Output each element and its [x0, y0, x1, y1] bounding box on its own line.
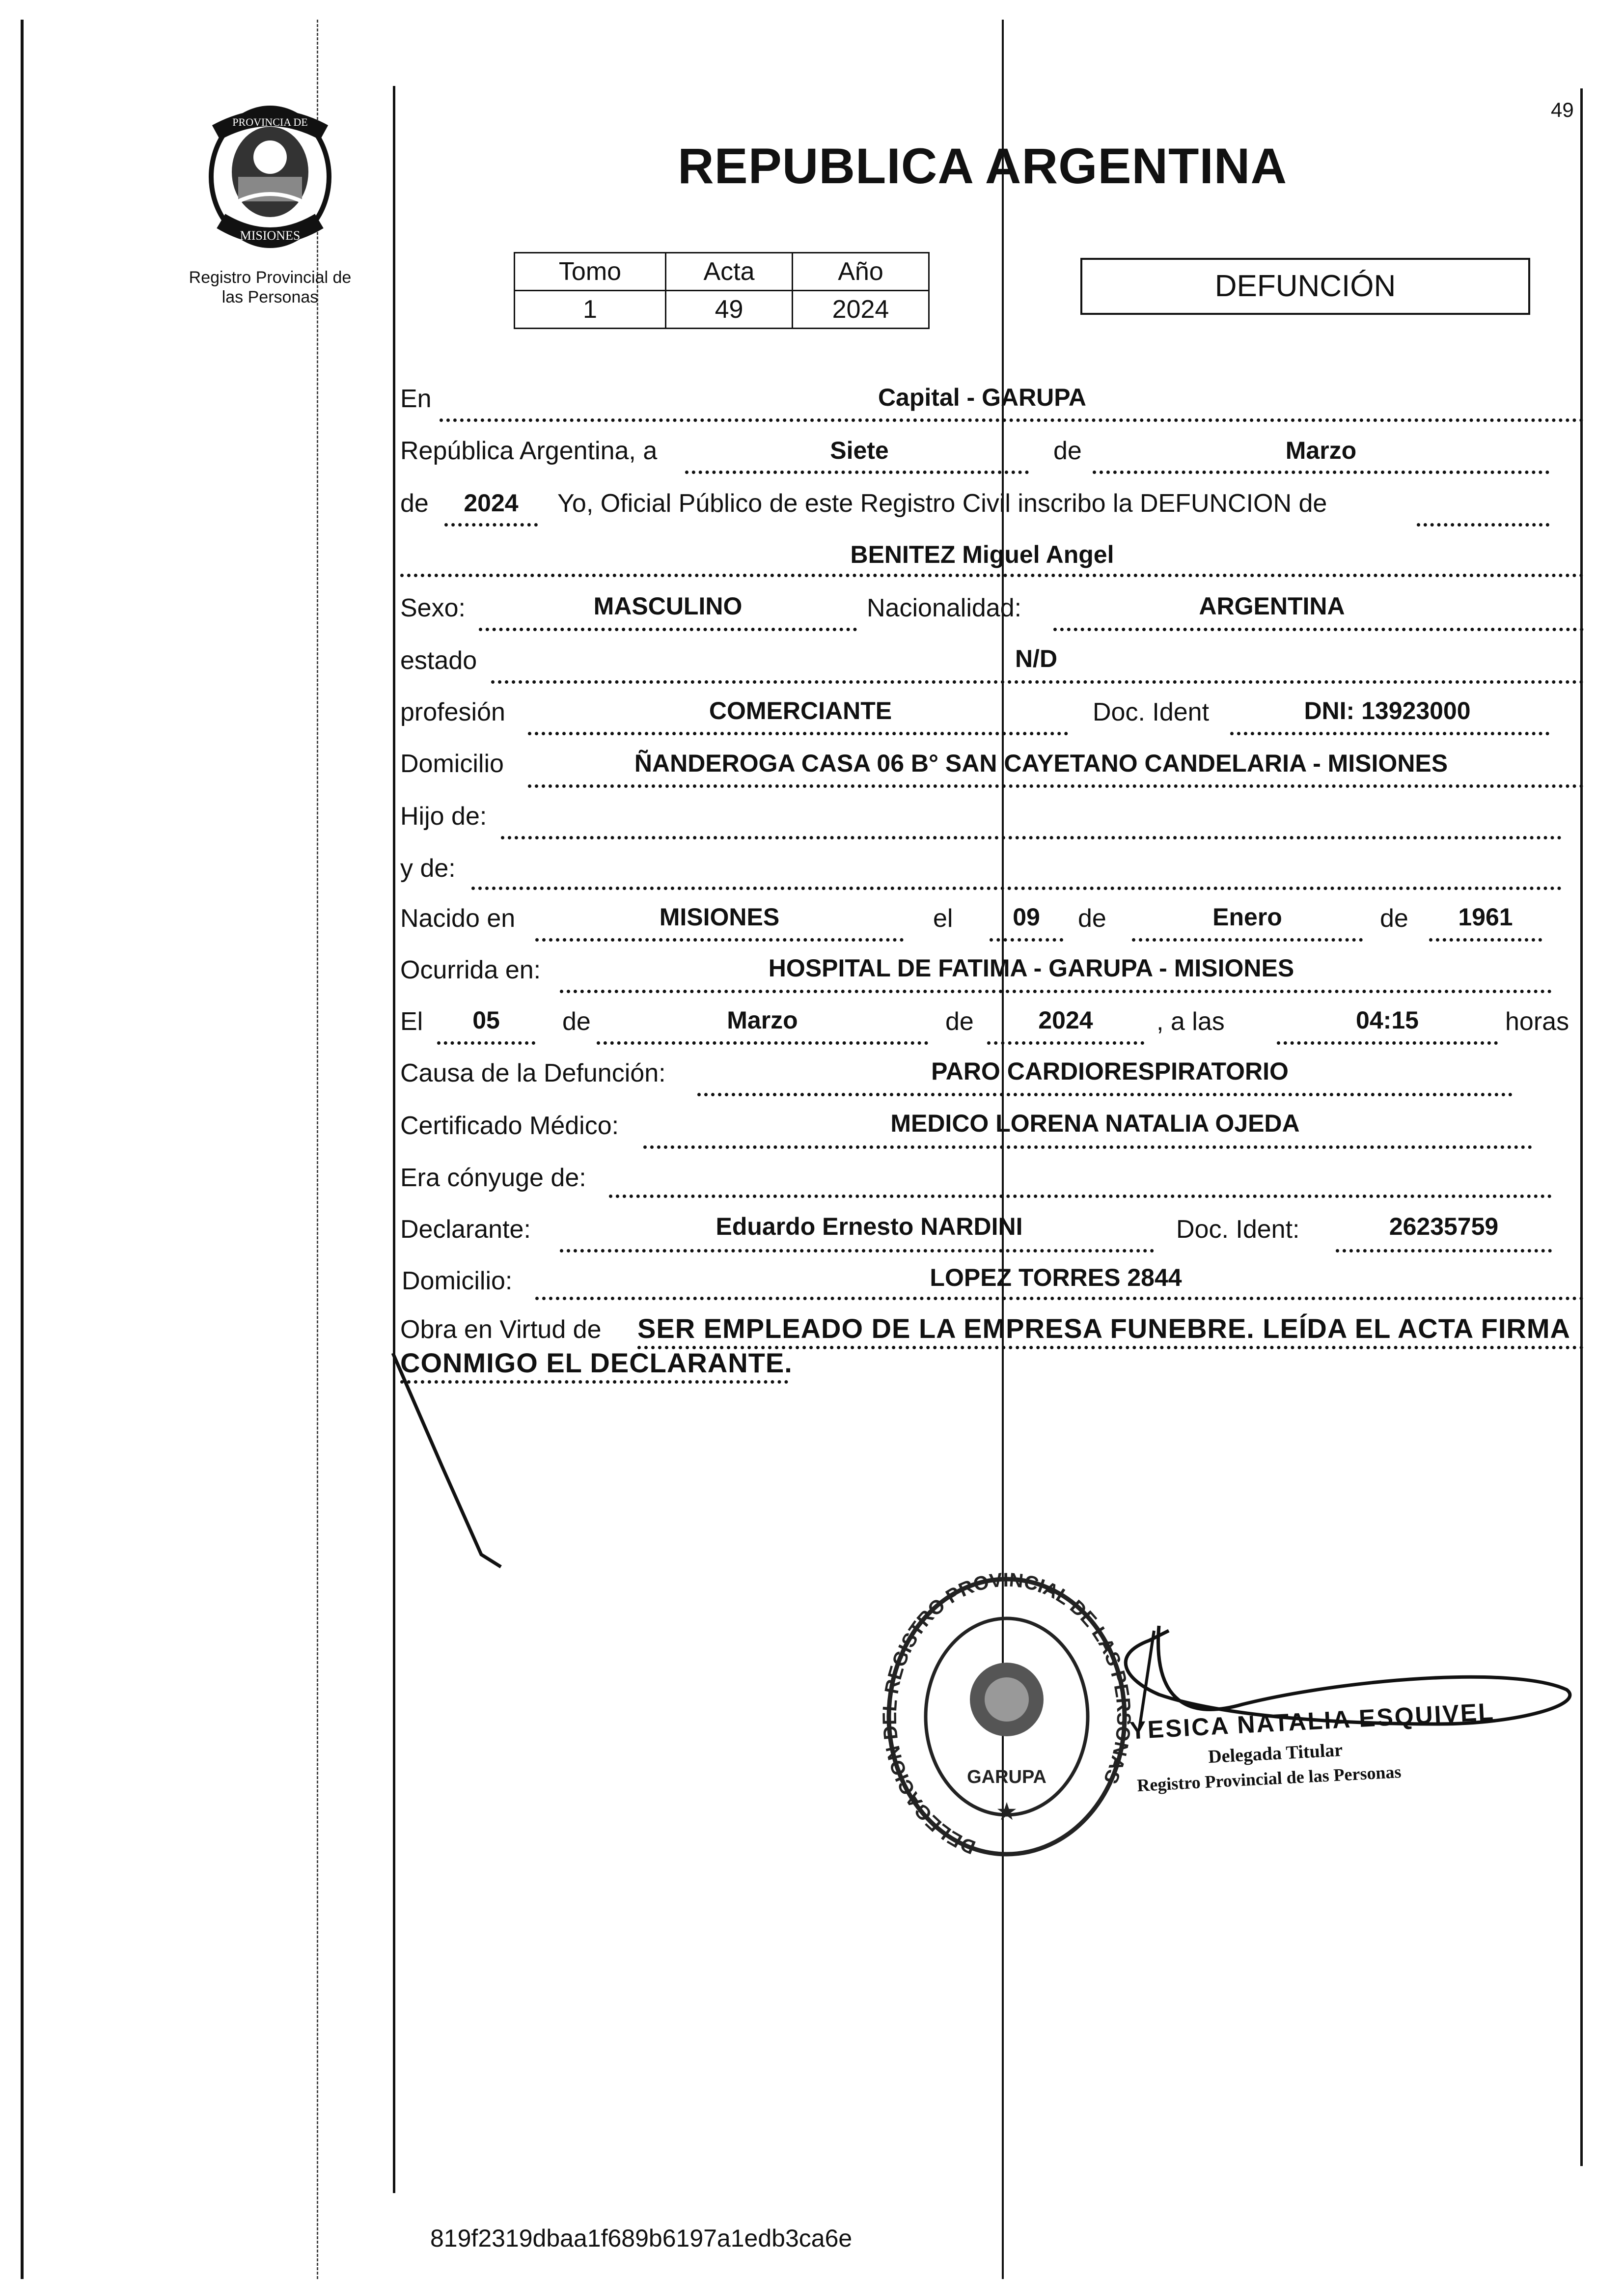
- conyuge-label: Era cónyuge de:: [400, 1164, 586, 1192]
- decl-domicilio-value: LOPEZ TORRES 2844: [930, 1264, 1182, 1291]
- death-day-value: 05: [472, 1006, 500, 1034]
- death-time-value: 04:15: [1356, 1006, 1419, 1034]
- tomo-value: 1: [515, 291, 666, 329]
- nacionalidad-line: [1053, 628, 1584, 631]
- certificado-label: Certificado Médico:: [400, 1112, 619, 1140]
- conyuge-line: [609, 1195, 1552, 1198]
- form-left-border: [393, 86, 395, 2193]
- declarante-value: Eduardo Ernesto NARDINI: [716, 1213, 1023, 1240]
- sexo-label: Sexo:: [400, 594, 466, 622]
- acta-value: 49: [666, 291, 793, 329]
- page-number: 49: [1551, 98, 1574, 121]
- causa-line: [697, 1093, 1513, 1096]
- estado-line: [491, 680, 1584, 684]
- nacido-month-value: Enero: [1212, 903, 1282, 931]
- en-line: [440, 418, 1584, 422]
- nacido-day-line: [990, 938, 1063, 942]
- issuer-name: Registro Provincial de las Personas: [189, 268, 352, 306]
- ocurrida-label: Ocurrida en:: [400, 956, 541, 984]
- rep-day-line: [685, 471, 1029, 474]
- declarante-label: Declarante:: [400, 1215, 531, 1244]
- domicilio-value: ÑANDEROGA CASA 06 B° SAN CAYETANO CANDELARIA - MISIONES: [634, 750, 1448, 777]
- seal-bottom-text: MISIONES: [240, 228, 301, 243]
- doc-line: [1230, 732, 1549, 735]
- rep-month-line: [1093, 471, 1549, 474]
- record-type-box: DEFUNCIÓN: [1080, 258, 1530, 315]
- decl-domicilio-label: Domicilio:: [402, 1267, 513, 1295]
- en-label: En: [400, 385, 432, 413]
- page-fold-line: [1002, 20, 1004, 2279]
- nacido-year-value: 1961: [1458, 903, 1513, 931]
- stamp-bottom-text: GARUPA: [967, 1767, 1046, 1787]
- col-header-tomo: Tomo: [515, 253, 666, 291]
- page-title: REPUBLICA ARGENTINA: [678, 138, 1288, 194]
- decl-doc-value: 26235759: [1389, 1213, 1499, 1240]
- profesion-value: COMERCIANTE: [709, 697, 892, 724]
- en-value: Capital - GARUPA: [878, 384, 1087, 411]
- death-el-label: El: [400, 1007, 423, 1036]
- nacido-el-label: el: [933, 904, 953, 933]
- declarante-line: [560, 1249, 1154, 1252]
- obra-value-2: CONMIGO EL DECLARANTE.: [400, 1347, 793, 1378]
- ocurrida-value: HOSPITAL DE FATIMA - GARUPA - MISIONES: [768, 954, 1294, 982]
- decl-doc-label: Doc. Ident:: [1176, 1215, 1300, 1244]
- rep-month-value: Marzo: [1285, 437, 1357, 464]
- yde-label: y de:: [400, 854, 456, 883]
- decl-doc-line: [1336, 1249, 1552, 1252]
- signatory-name: YESICA NATALIA ESQUIVEL: [1129, 1697, 1496, 1745]
- form-right-border: [1580, 88, 1583, 2166]
- yde-line: [471, 887, 1562, 890]
- col-header-acta: Acta: [666, 253, 793, 291]
- republica-label: República Argentina, a: [400, 437, 658, 465]
- obra-value: SER EMPLEADO DE LA EMPRESA FUNEBRE. LEÍDA EL ACTA FIRMA: [637, 1313, 1570, 1344]
- nacido-month-line: [1132, 938, 1363, 942]
- decl-domicilio-line: [535, 1297, 1584, 1300]
- estado-value: N/D: [1015, 645, 1058, 672]
- nacido-de1-label: de: [1078, 904, 1106, 933]
- hijo-line: [501, 836, 1562, 839]
- nacido-place-value: MISIONES: [659, 903, 780, 931]
- deceased-name: BENITEZ Miguel Angel: [850, 541, 1114, 568]
- doc-label: Doc. Ident: [1093, 698, 1210, 726]
- year-line: [444, 523, 538, 527]
- sexo-value: MASCULINO: [593, 592, 743, 620]
- estado-label: estado: [400, 646, 477, 675]
- nacido-place-line: [535, 938, 904, 942]
- ocurrida-line: [560, 990, 1552, 993]
- closing-pen-stroke: [383, 1348, 530, 1574]
- nacionalidad-label: Nacionalidad:: [867, 594, 1022, 622]
- year-prefix-label: de: [400, 489, 429, 518]
- certificado-line: [643, 1145, 1532, 1149]
- inscribe-text: Yo, Oficial Público de este Registro Civil inscribo la DEFUNCION de: [557, 489, 1327, 518]
- nacido-day-value: 09: [1013, 903, 1040, 931]
- death-year-value: 2024: [1038, 1006, 1093, 1034]
- certificado-value: MEDICO LORENA NATALIA OJEDA: [890, 1110, 1300, 1137]
- star-icon: ★: [995, 1797, 1018, 1826]
- death-time-line: [1277, 1041, 1498, 1045]
- horas-label: horas: [1505, 1007, 1569, 1036]
- death-year-line: [987, 1041, 1144, 1045]
- profesion-label: profesión: [400, 698, 505, 726]
- causa-label: Causa de la Defunción:: [400, 1059, 666, 1087]
- hijo-label: Hijo de:: [400, 802, 487, 831]
- rep-day-value: Siete: [830, 437, 889, 464]
- inscribe-line: [1417, 523, 1549, 527]
- domicilio-line: [528, 784, 1584, 788]
- obra-label: Obra en Virtud de: [400, 1315, 602, 1344]
- sexo-line: [479, 628, 857, 631]
- causa-value: PARO CARDIORESPIRATORIO: [931, 1057, 1289, 1085]
- nacido-de2-label: de: [1380, 904, 1408, 933]
- record-table: [514, 252, 930, 329]
- document-hash: 819f2319dbaa1f689b6197a1edb3ca6e: [430, 2225, 853, 2252]
- alas-label: , a las: [1156, 1007, 1225, 1036]
- death-de1-label: de: [562, 1007, 591, 1036]
- ano-value: 2024: [793, 291, 929, 329]
- death-day-line: [437, 1041, 535, 1045]
- nacido-year-line: [1429, 938, 1542, 942]
- rep-de-label: de: [1053, 437, 1082, 465]
- signatory-role: Delegada Titular: [1208, 1739, 1344, 1768]
- doc-value: DNI: 13923000: [1304, 697, 1471, 724]
- signatory-office: Registro Provincial de las Personas: [1136, 1761, 1402, 1796]
- left-margin-line: [21, 20, 24, 2279]
- nacionalidad-value: ARGENTINA: [1199, 592, 1345, 620]
- provincial-seal: [196, 103, 344, 250]
- year-value: 2024: [464, 489, 519, 517]
- nacido-label: Nacido en: [400, 904, 516, 933]
- profesion-line: [528, 732, 1068, 735]
- name-line: [400, 574, 1584, 577]
- death-month-line: [597, 1041, 928, 1045]
- domicilio-label: Domicilio: [400, 750, 504, 778]
- death-de2-label: de: [945, 1007, 974, 1036]
- stamp-ring-text: DELEGACION DEL REGISTRO PROVINCIAL DE LAS PERSONAS: [879, 1572, 1134, 1859]
- col-header-ano: Año: [793, 253, 929, 291]
- dashed-guide-line: [317, 20, 318, 2279]
- death-month-value: Marzo: [727, 1006, 798, 1034]
- seal-top-text: PROVINCIA DE: [232, 116, 308, 128]
